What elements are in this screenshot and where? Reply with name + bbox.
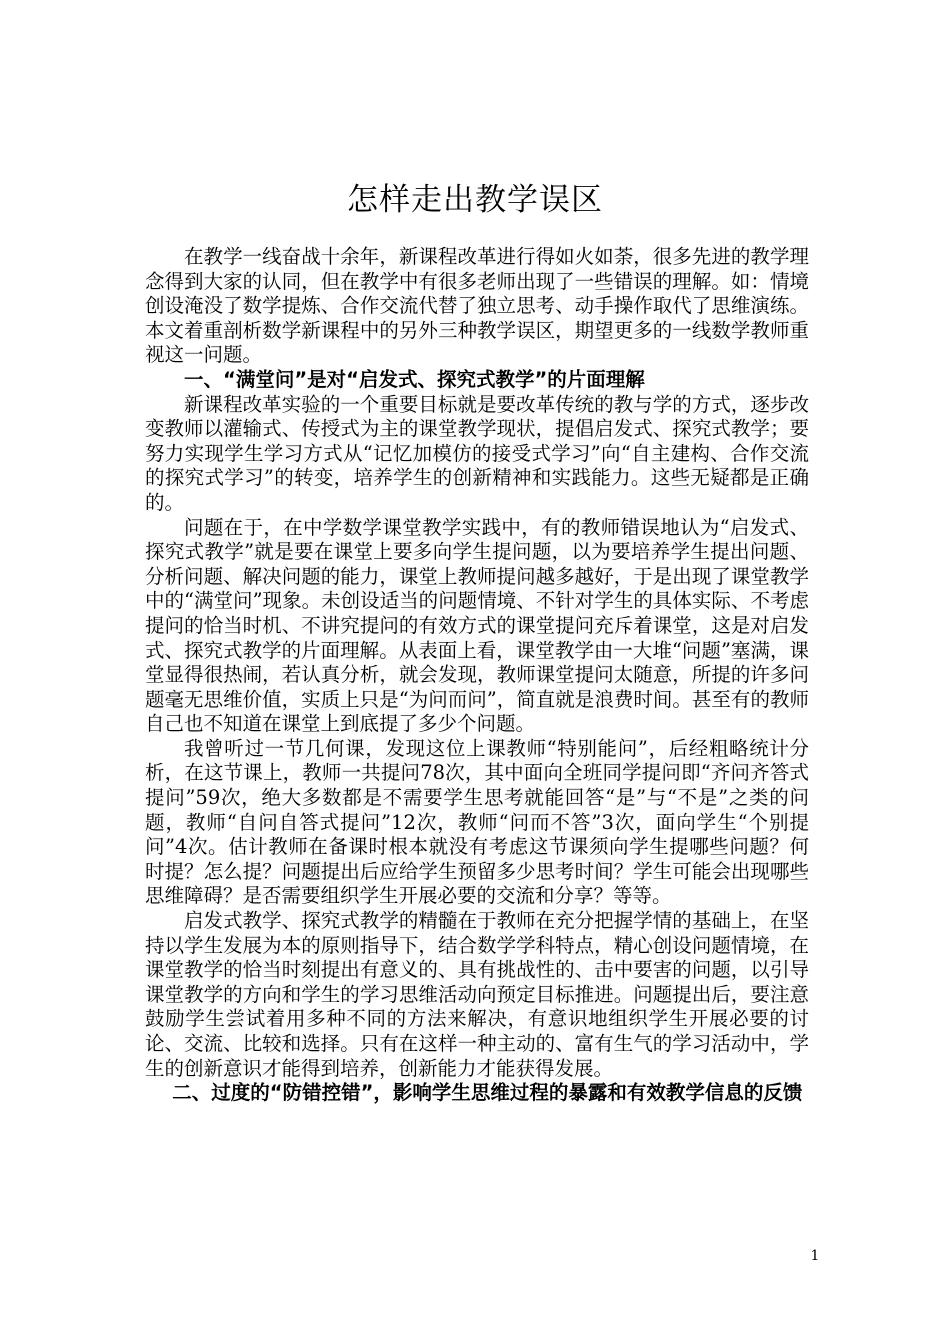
section-1-heading: 一、“满堂问”是对“启发式、探究式教学”的片面理解 <box>184 367 645 391</box>
intro-paragraph: 在教学一线奋战十余年，新课程改革进行得如火如荼，很多先进的教学理念得到大家的认同，但在教学中有很多老师出现了一些错误的理解。如：情境创设淹没了数学提炼、合作交流代替了独立思考、动手操作取代了思维演练。本文着重剖析数学新课程中的另外三种教学误区，期望更多的一线数学教师重视这一问题。 <box>145 245 809 367</box>
section-1-paragraph-3: 我曾听过一节几何课，发现这位上课教师“特别能问”，后经粗略统计分析，在这节课上，教师一共提问78次，其中面向全班同学提问即“齐问齐答式提问”59次，绝大多数都是不需要学生思考就能回答“是”与“不是”之类的问题，教师“自问自答式提问”12次，教师“问而不答”3次，面向学生“个别提问”4次。估计教师在备课时根本就没有考虑这节课须向学生提哪些问题？何时提？怎么提？问题提出后应给学生预留多少思考时间？学生可能会出现哪些思维障碍？是否需要组织学生开展必要的交流和分享？等等。 <box>145 736 809 908</box>
page-number: 1 <box>810 1248 820 1264</box>
section-1-paragraph-2: 问题在于，在中学数学课堂教学实践中，有的教师错误地认为“启发式、探究式教学”就是要在课堂上要多向学生提问题，以为要培养学生提出问题、分析问题、解决问题的能力，课堂上教师提问越多越好，于是出现了课堂教学中的“满堂问”现象。未创设适当的问题情境、不针对学生的具体实际、不考虑提问的恰当时机、不讲究提问的有效方式的课堂提问充斥着课堂，这是对启发式、探究式教学的片面理解。从表面上看，课堂教学由一大堆“问题”塞满，课堂显得很热闹，若认真分析，就会发现，教师课堂提问太随意，所提的许多问题毫无思维价值，实质上只是“为问而问”，简直就是浪费时间。甚至有的教师自己也不知道在课堂上到底提了多少个问题。 <box>145 515 809 736</box>
section-2-heading: 二、过度的“防错控错”，影响学生思维过程的暴露和有效教学信息的反馈 <box>172 1081 803 1105</box>
page-title: 怎样走出教学误区 <box>347 182 603 218</box>
section-1-paragraph-1: 新课程改革实验的一个重要目标就是要改革传统的教与学的方式，逐步改变教师以灌输式、传授式为主的课堂教学现状，提倡启发式、探究式教学；要努力实现学生学习方式从“记忆加模仿的接受式学习”向“自主建构、合作交流的探究式学习”的转变，培养学生的创新精神和实践能力。这些无疑都是正确的。 <box>145 392 809 514</box>
document-body <box>145 245 809 1106</box>
section-1-paragraph-4: 启发式教学、探究式教学的精髓在于教师在充分把握学情的基础上，在坚持以学生发展为本的原则指导下，结合数学学科特点，精心创设问题情境，在课堂教学的恰当时刻提出有意义的、具有挑战性的、击中要害的问题，以引导课堂教学的方向和学生的学习思维活动向预定目标推进。问题提出后，要注意鼓励学生尝试着用多种不同的方法来解决，有意识地组织学生开展必要的讨论、交流、比较和选择。只有在这样一种主动的、富有生气的学习活动中，学生的创新意识才能得到培养，创新能力才能获得发展。 <box>145 909 809 1080</box>
